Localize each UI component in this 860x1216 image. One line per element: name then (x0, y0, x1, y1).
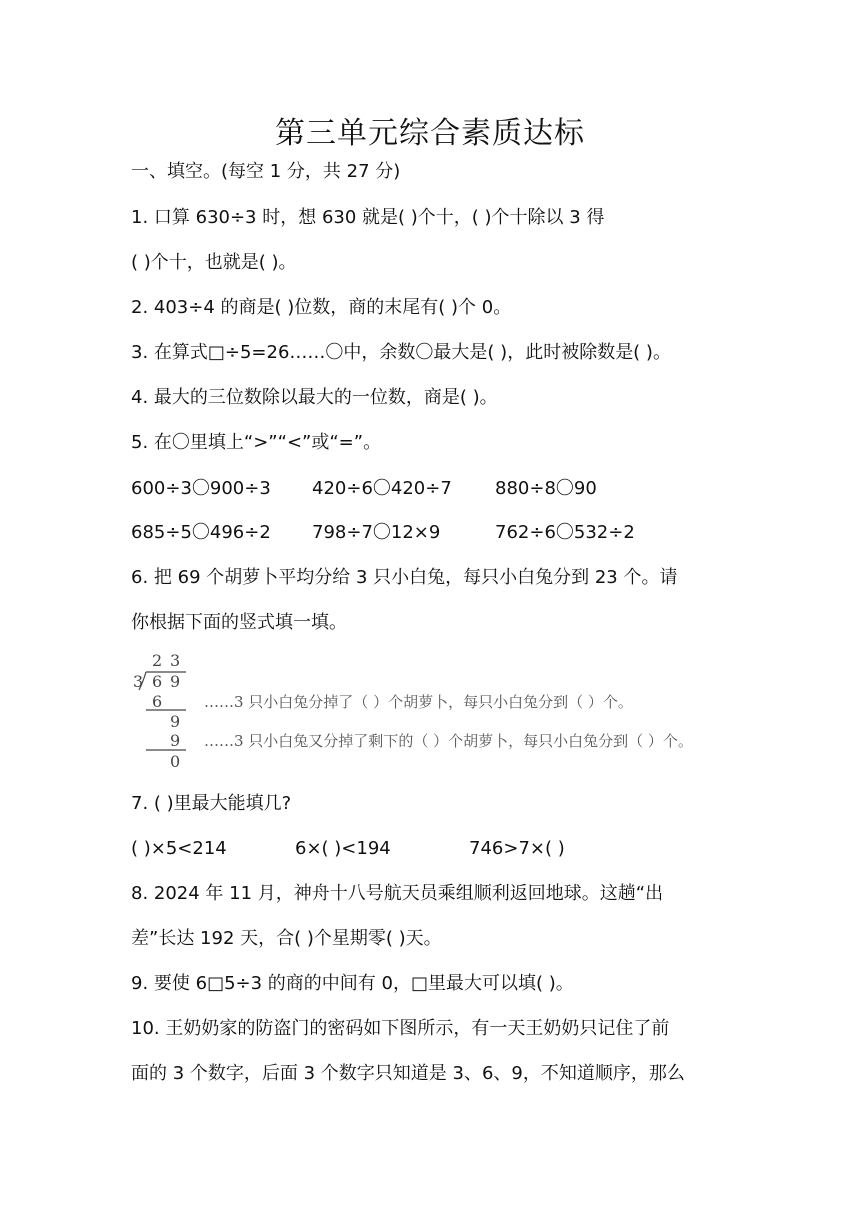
question-2: 2. 403÷4 的商是( )位数，商的末尾有( )个 0。 (131, 297, 512, 318)
compare-item: 880÷8〇90 (495, 478, 597, 499)
compare-item: 798÷7〇12×9 (312, 522, 441, 543)
compare-item: 762÷6〇532÷2 (495, 522, 635, 543)
compare-item: 600÷3〇900÷3 (131, 478, 271, 499)
fill-item: 6×( )<194 (295, 838, 391, 859)
question-7: 7. ( )里最大能填几? (131, 793, 292, 814)
question-9: 9. 要使 6□5÷3 的商的中间有 0，□里最大可以填( )。 (131, 973, 574, 994)
question-1-line-1: 1. 口算 630÷3 时，想 630 就是( )个十，( )个十除以 3 得 (131, 207, 605, 228)
question-6-line-1: 6. 把 69 个胡萝卜平均分给 3 只小白兔，每只小白兔分到 23 个。请 (131, 567, 678, 588)
long-division-figure (128, 652, 768, 774)
section-heading: 一、填空。(每空 1 分，共 27 分) (131, 161, 401, 182)
question-4: 4. 最大的三位数除以最大的一位数，商是( )。 (131, 387, 498, 408)
fill-item: 746>7×( ) (469, 838, 565, 859)
question-1-line-2: ( )个十，也就是( )。 (131, 252, 297, 273)
division-bracket-lines (128, 652, 768, 774)
question-10-line-1: 10. 王奶奶家的防盗门的密码如下图所示，有一天王奶奶只记住了前 (131, 1018, 670, 1039)
page-title: 第三单元综合素质达标 (275, 116, 585, 151)
division-note-1: ……3 只小白兔分掉了（ ）个胡萝卜，每只小白兔分到（ ）个。 (204, 693, 633, 711)
question-6-line-2: 你根据下面的竖式填一填。 (131, 612, 347, 633)
divisor-digit: 3 (133, 672, 144, 691)
compare-item: 685÷5〇496÷2 (131, 522, 271, 543)
remainder-2-digit: 0 (170, 752, 181, 771)
subtract-1-digit: 6 (152, 692, 163, 711)
dividend-tens-digit: 6 (152, 672, 163, 691)
remainder-1-digit: 9 (170, 712, 181, 731)
question-8-line-2: 差”长达 192 天，合( )个星期零( )天。 (131, 928, 442, 949)
dividend-ones-digit: 9 (170, 672, 181, 691)
fill-item: ( )×5<214 (131, 838, 227, 859)
compare-item: 420÷6〇420÷7 (312, 478, 452, 499)
question-5: 5. 在〇里填上“>”“<”或“=”。 (131, 432, 382, 453)
question-3: 3. 在算式□÷5=26……〇中，余数〇最大是( )，此时被除数是( )。 (131, 342, 671, 363)
question-8-line-1: 8. 2024 年 11 月，神舟十八号航天员乘组顺利返回地球。这趟“出 (131, 883, 664, 904)
subtract-2-digit: 9 (170, 731, 181, 750)
question-10-line-2: 面的 3 个数字，后面 3 个数字只知道是 3、6、9，不知道顺序，那么 (131, 1063, 685, 1084)
division-note-2: ……3 只小白兔又分掉了剩下的（ ）个胡萝卜，每只小白兔分到（ ）个。 (204, 732, 693, 750)
quotient-ones-digit: 3 (170, 651, 181, 670)
quotient-tens-digit: 2 (152, 651, 163, 670)
